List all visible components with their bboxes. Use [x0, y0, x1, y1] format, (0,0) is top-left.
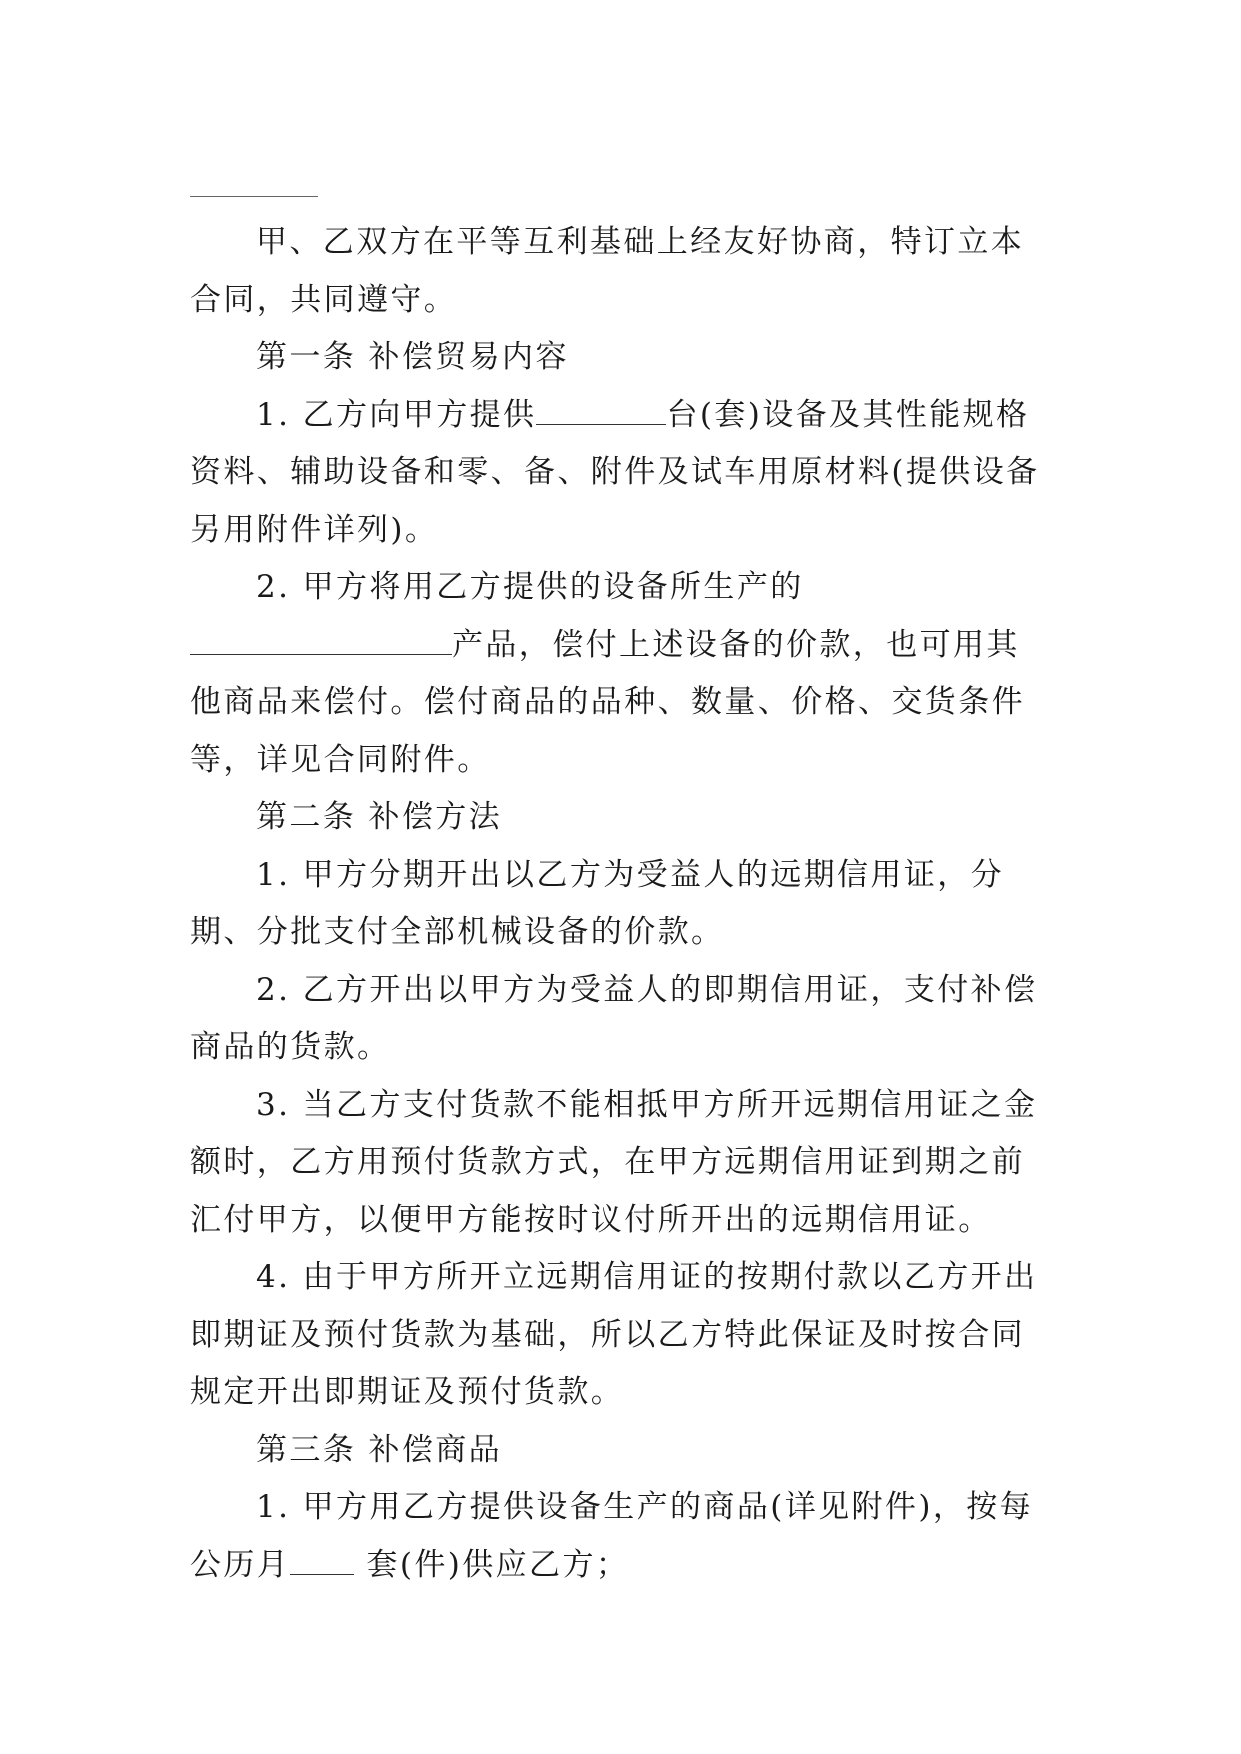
article-1-heading: 第一条 补偿贸易内容 — [256, 339, 569, 375]
monthly-quantity-blank — [290, 1541, 354, 1575]
clause-text: 1. 乙方向甲方提供 — [256, 396, 537, 433]
top-rule-divider — [190, 196, 318, 197]
clause-text: 台(套)设备及其性能规格资料、辅助设备和零、备、附件及试车用原材料(提供设备另用附件详列)。 — [190, 396, 1040, 548]
quantity-blank — [536, 391, 666, 425]
article-3-heading: 第三条 补偿商品 — [256, 1431, 503, 1468]
clause-text: 套(件)供应乙方； — [354, 1546, 630, 1583]
product-blank — [190, 621, 452, 655]
clause-text: 产品，偿付上述设备的价款，也可用其他商品来偿付。偿付商品的品种、数量、价格、交货条件等，详见合同附件。 — [190, 626, 1025, 778]
article-3-clause-1 — [190, 1479, 1052, 1594]
article-1-clause-2 — [190, 559, 1052, 789]
article-2-clause-4: 4. 由于甲方所开立远期信用证的按期付款以乙方开出即期证及预付货款为基础，所以乙方特此保证及时按合同规定开出即期证及预付货款。 — [190, 1259, 1038, 1410]
intro-paragraph: 甲、乙双方在平等互利基础上经友好协商，特订立本合同，共同遵守。 — [190, 224, 1025, 318]
contract-body — [190, 214, 1052, 1594]
article-2-clause-2: 2. 乙方开出以甲方为受益人的即期信用证，支付补偿商品的货款。 — [190, 971, 1038, 1065]
article-2-clause-3: 3. 当乙方支付货款不能相抵甲方所开远期信用证之金额时，乙方用预付货款方式，在甲方远期信用证到期之前汇付甲方，以便甲方能按时议付所开出的远期信用证。 — [190, 1086, 1038, 1238]
clause-text: 1. 甲方用乙方提供设备生产的商品(详见附件)，按每公历月 — [190, 1489, 1034, 1583]
clause-text: 2. 甲方将用乙方提供的设备所生产的 — [256, 569, 804, 605]
article-1-clause-1 — [190, 387, 1052, 560]
article-2-heading: 第二条 补偿方法 — [256, 799, 503, 835]
article-2-clause-1: 1. 甲方分期开出以乙方为受益人的远期信用证，分期、分批支付全部机械设备的价款。 — [190, 856, 1005, 950]
